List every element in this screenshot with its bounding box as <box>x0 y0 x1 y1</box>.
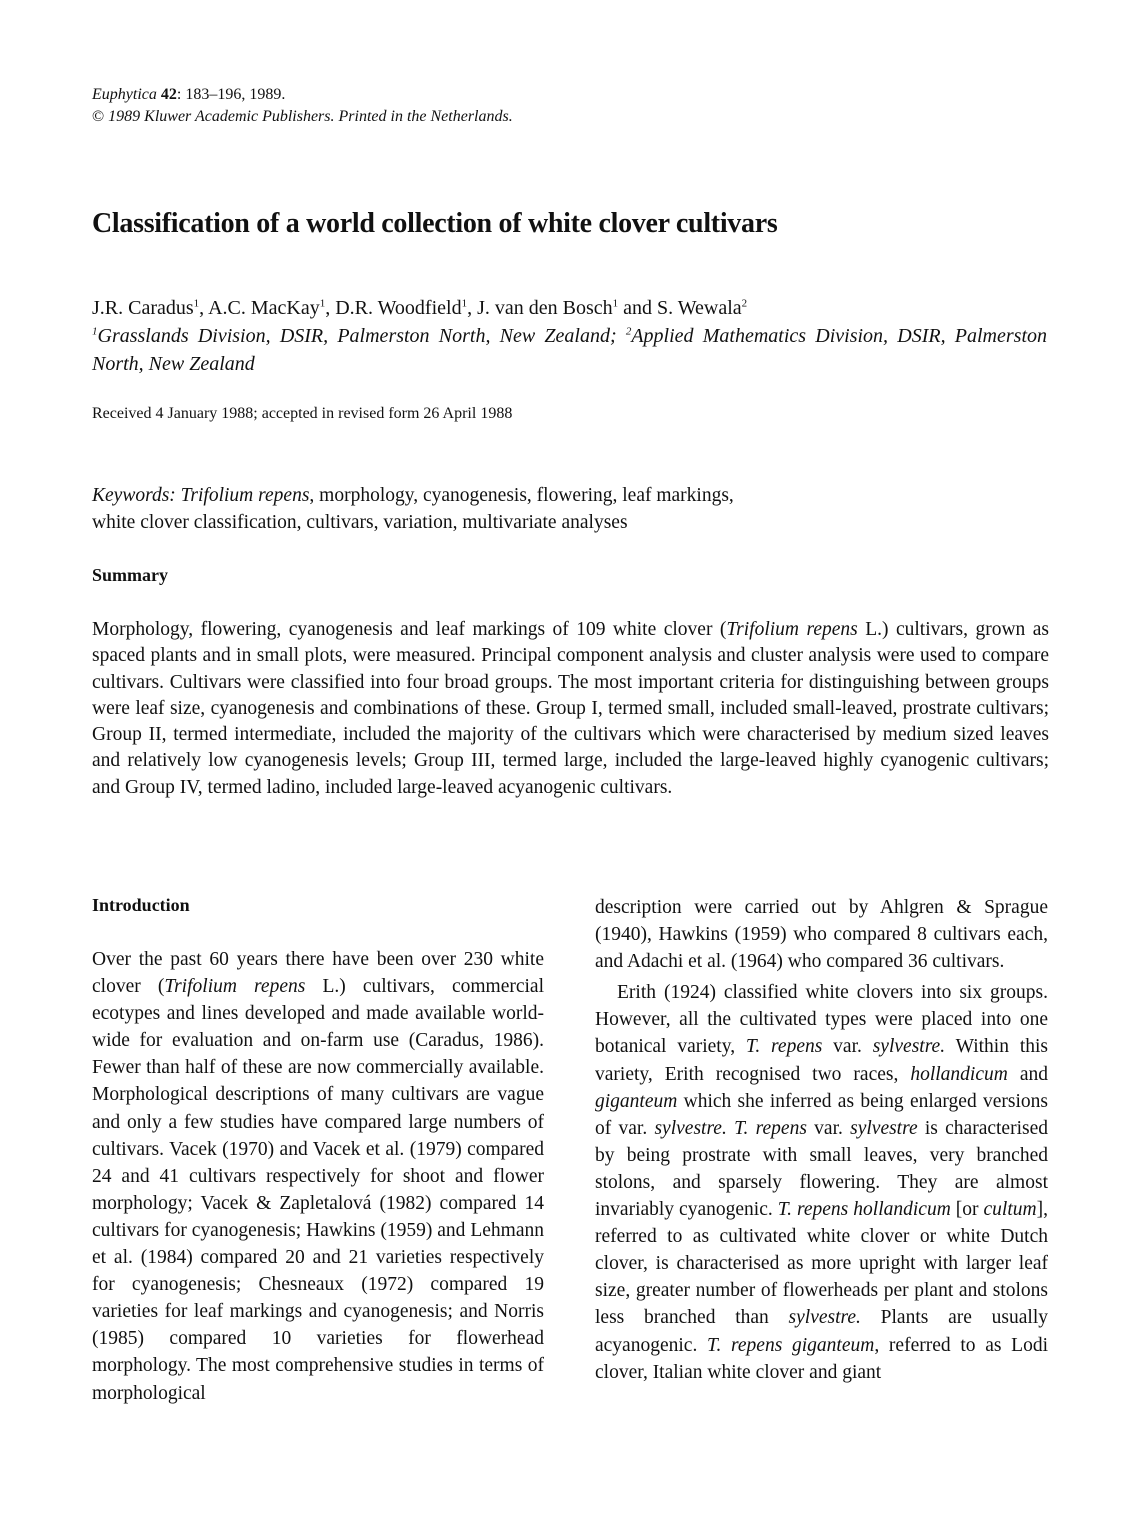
summary-part: Morphology, flowering, cyanogenesis and leaf markings of 109 white clover ( <box>92 619 727 640</box>
copyright-text: 1989 Kluwer Academic Publishers. Printed in the Netherlands. <box>108 108 513 125</box>
species-name: sylvestre. <box>788 1307 861 1329</box>
text-run: and <box>1007 1063 1048 1085</box>
keywords-line-2: white clover classification, cultivars, variation, multivariate analyses <box>92 512 628 533</box>
species-name: sylvestre. <box>872 1036 946 1058</box>
affil-marker: 1 <box>612 297 619 310</box>
affil-marker: 2 <box>625 325 632 338</box>
species-name: cultum <box>983 1199 1037 1221</box>
journal-citation <box>92 84 513 106</box>
journal-volume: 42 <box>160 86 177 103</box>
affil-marker: 1 <box>319 297 326 310</box>
summary-text <box>92 617 1049 801</box>
text-run: Plants are usually acyanogenic. <box>595 1307 1048 1356</box>
keywords-label: Keywords: <box>92 485 176 506</box>
introduction-heading: Introduction <box>92 895 190 915</box>
journal-pages: : 183–196, 1989. <box>176 86 286 103</box>
author-name: , J. van den Bosch <box>467 297 613 319</box>
species-name: giganteum <box>595 1090 678 1112</box>
journal-header <box>92 84 513 128</box>
text-run: which she inferred as being enlarged versions of var. <box>595 1090 1048 1139</box>
author-name: , A.C. MacKay <box>199 297 320 319</box>
keyword-species: Trifolium repens <box>180 485 310 506</box>
species-name: Trifolium repens <box>164 976 306 998</box>
paper-title: Classification of a world collection of white clover cultivars <box>92 208 778 239</box>
text-run: is characterised by being prostrate with small leaves, very branched stolons, and sparsely flowering. They are almost invariably cyanogenic. <box>595 1117 1048 1221</box>
author-name: , D.R. Woodfield <box>325 297 462 319</box>
text-run: ], referred to as cultivated white clover or white Dutch clover, is characterised as more upright with larger leaf size, greater number of flowerheads per plant and stolons less branched than <box>595 1199 1048 1329</box>
author-name: J.R. Caradus <box>92 297 194 319</box>
received-dates: Received 4 January 1988; accepted in revised form 26 April 1988 <box>92 405 513 422</box>
summary-species: Trifolium repens <box>726 619 858 640</box>
keywords-line-1: , morphology, cyanogenesis, flowering, leaf markings, <box>309 485 734 506</box>
species-name: T. repens hollandicum <box>777 1199 951 1221</box>
copyright-symbol: © <box>92 108 105 125</box>
text-run: L.) cultivars, commercial ecotypes and lines developed and made available world-wide for evaluation and on-farm use (Caradus, 1986). Fewer than half of these are now commercially available. Morphological descriptions of many cultivars are vague and only a few studies have compared large numbers of cultivars. Vacek (1970) and Vacek et al. (1979) compared 24 and 41 cultivars respectively for shoot and flower morphology; Vacek & Zapletalová (1982) compared 14 cultivars for cyanogenesis; Hawkins (1959) and Lehmann et al. (1984) compared 20 and 21 varieties respectively for cyanogenesis; Chesneaux (1972) compared 19 varieties for leaf markings and cyanogenesis; and Norris (1985) compared 10 varieties for flowerhead morphology. The most comprehensive studies in terms of morphological <box>92 976 545 1404</box>
keywords <box>92 482 1052 536</box>
species-name: T. repens giganteum <box>707 1334 875 1356</box>
copyright-line <box>92 106 513 128</box>
affil-marker: 1 <box>92 325 98 338</box>
left-column <box>92 946 544 1407</box>
summary-part: L.) cultivars, grown as spaced plants and in small plots, were measured. Principal component analysis and cluster analysis were used to compare cultivars. Cultivars were classified into four broad groups. The most important criteria for distinguishing between groups were leaf size, cyanogenesis and combinations of these. Group I, termed small, included small-leaved, prostrate cultivars; Group II, termed intermediate, included the majority of the cultivars which were characterised by medium sized leaves and relatively low cyanogenesis levels; Group III, termed large, included the large-leaved highly cyanogenic cultivars; and Group IV, termed ladino, included large-leaved acyanogenic cultivars. <box>92 619 1049 798</box>
right-column <box>595 894 1048 1386</box>
text-run: Erith (1924) classified white clovers into six groups. However, all the cultivated types were placed into one botanical variety, <box>595 982 1048 1058</box>
intro-paragraph-2: description were carried out by Ahlgren & Sprague (1940), Hawkins (1959) who compared 8 cultivars each, and Adachi et al. (1964) who compared 36 cultivars. <box>595 897 1048 973</box>
summary-heading: Summary <box>92 565 168 585</box>
affil-marker: 2 <box>741 297 748 310</box>
species-name: sylvestre <box>850 1117 918 1139</box>
text-run: Over the past 60 years there have been over 230 white clover ( <box>92 949 544 998</box>
species-name: T. repens <box>734 1117 807 1139</box>
species-name: T. repens <box>745 1036 823 1058</box>
species-name: hollandicum <box>910 1063 1008 1085</box>
journal-name: Euphytica <box>92 86 157 103</box>
text-run: Within this variety, Erith recognised two races, <box>595 1036 1048 1085</box>
affil-marker: 1 <box>193 297 200 310</box>
affiliation-1: Grasslands Division, DSIR, Palmerston North, New Zealand; <box>97 325 626 347</box>
text-run: [or <box>950 1199 984 1221</box>
text-run: , referred to as Lodi clover, Italian white clover and giant <box>595 1334 1049 1383</box>
text-run: var. <box>822 1036 873 1058</box>
species-name: sylvestre. <box>654 1117 727 1139</box>
affil-marker: 1 <box>461 297 468 310</box>
intro-paragraph-3 <box>595 979 1048 1385</box>
affiliations <box>92 322 1047 378</box>
author-list <box>92 294 1052 322</box>
author-name: and S. Wewala <box>618 297 742 319</box>
intro-paragraph-1 <box>92 946 544 1407</box>
affiliation-2: Applied Mathematics Division, DSIR, Palmerston North, New Zealand <box>92 325 1047 375</box>
text-run: var. <box>806 1117 851 1139</box>
